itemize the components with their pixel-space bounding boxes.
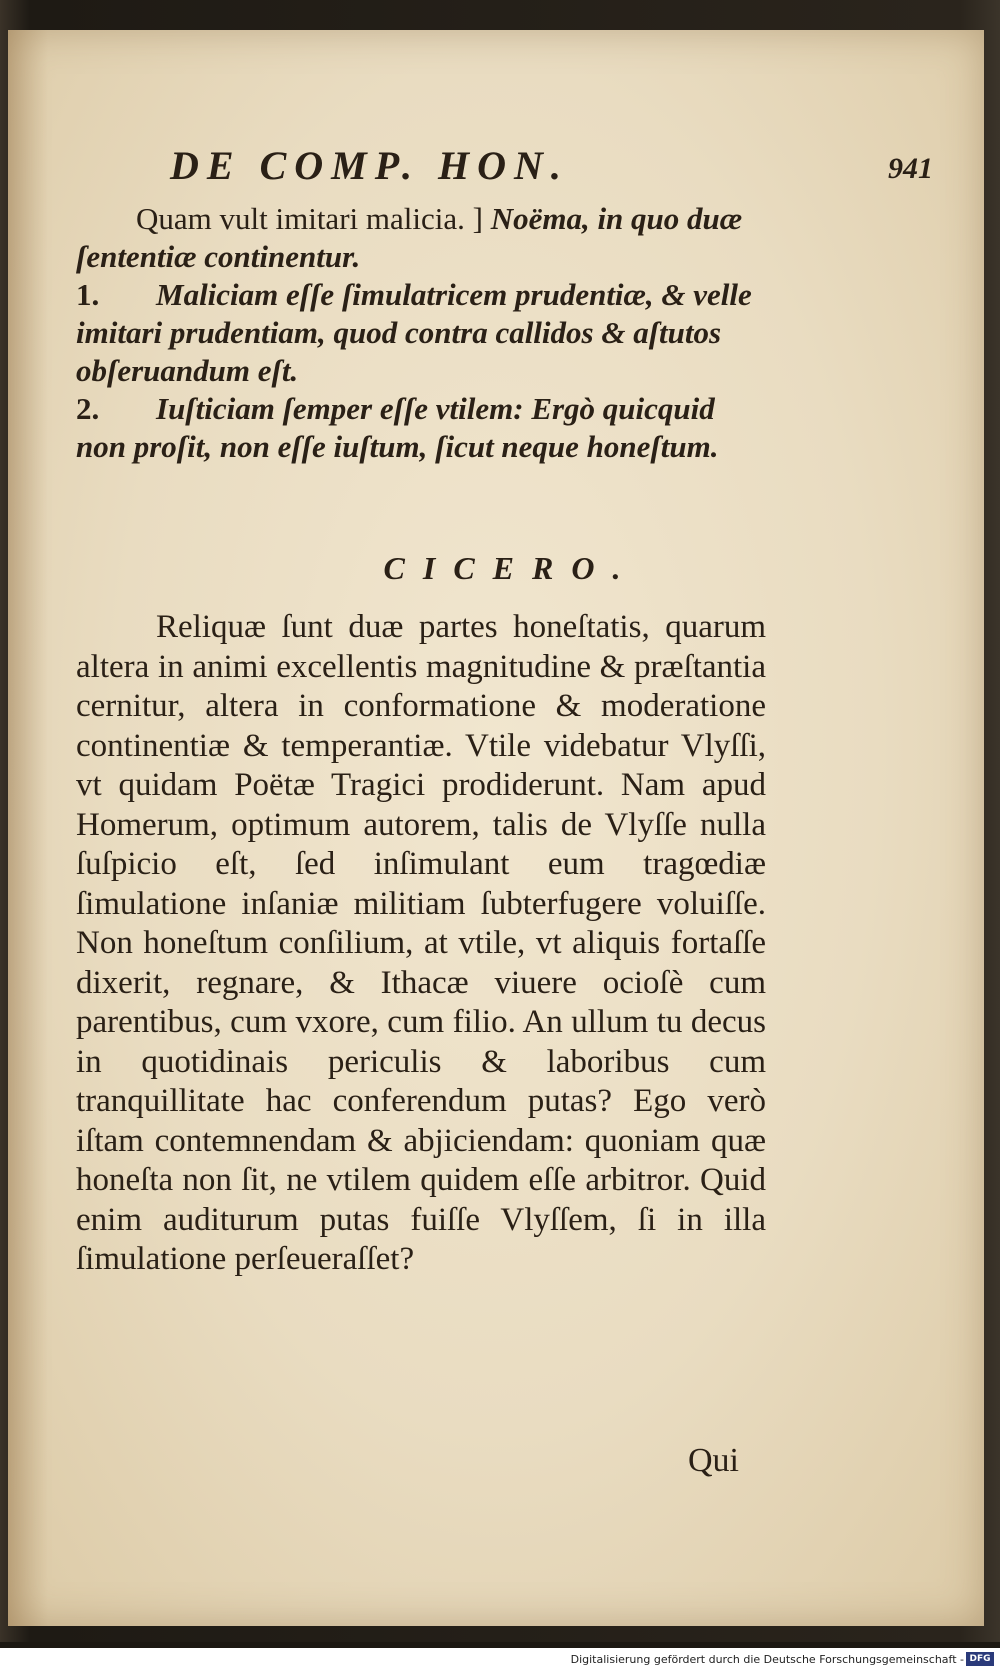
running-title: DE COMP. HON. bbox=[170, 143, 569, 188]
note-item-number: 1. bbox=[76, 277, 100, 312]
page-edge-stain bbox=[8, 30, 48, 1626]
note-intro-line bbox=[76, 200, 766, 276]
section-heading: CICERO. bbox=[383, 550, 639, 586]
body-text: Reliquæ ſunt duæ partes honeſtatis, quarum altera in animi excellentis magnitudine & præſtantia cernitur, altera in conformatione & moderatione continentiæ & temperantiæ. Vtile videbatur Vlyſſi, vt quidam Poëtæ Tragici prodiderunt. Nam apud Homerum, optimum autorem, talis de Vlyſſe nulla ſuſpicio eſt, ſed inſimulant eum tragœdiæ ſimulatione inſaniæ militiam ſubterfugere voluiſſe. Non honeſtum conſilium, at vtile, vt aliquis fortaſſe dixerit, regnare, & Ithacæ viuere ocioſè cum parentibus, cum vxore, cum filio. An ullum tu decus in quotidinais periculis & laboribus cum tranquillitate hac conferendum putas? Ego verò iſtam contemnendam & abjiciendam: quoniam quæ honeſta non ſit, ne vtilem quidem eſſe arbitror. Quid enim auditurum putas fuiſſe Vlyſſem, ſi in illa ſimulatione perſeueraſſet? bbox=[76, 609, 766, 1277]
catchword: Qui bbox=[688, 1442, 739, 1479]
note-lemma: Quam vult imitari malicia. ] bbox=[136, 201, 483, 236]
funding-credit: Digitalisierung gefördert durch die Deutsche Forschungsgemeinschaft - bbox=[570, 1653, 964, 1666]
digitization-footer bbox=[0, 1648, 1000, 1673]
note-item bbox=[76, 390, 766, 466]
note-item-text: Iuſticiam ſemper eſſe vtilem: Ergò quicquid non proſit, non eſſe iuſtum, ſicut neque honeſtum. bbox=[76, 391, 719, 464]
note-item-number: 2. bbox=[76, 391, 100, 426]
note-intro: Noëma, in quo duæ ſententiæ continentur. bbox=[76, 201, 743, 274]
book-page bbox=[8, 30, 984, 1626]
section-body bbox=[76, 608, 766, 1280]
commentary-note bbox=[76, 200, 766, 466]
page-number: 941 bbox=[888, 152, 933, 185]
note-item-text: Maliciam eſſe ſimulatricem prudentiæ, & velle imitari prudentiam, quod contra callidos & aſtutos obſeruandum eſt. bbox=[76, 277, 752, 388]
dfg-logo: DFG bbox=[966, 1652, 994, 1666]
note-item bbox=[76, 276, 766, 390]
page-header bbox=[8, 142, 984, 202]
